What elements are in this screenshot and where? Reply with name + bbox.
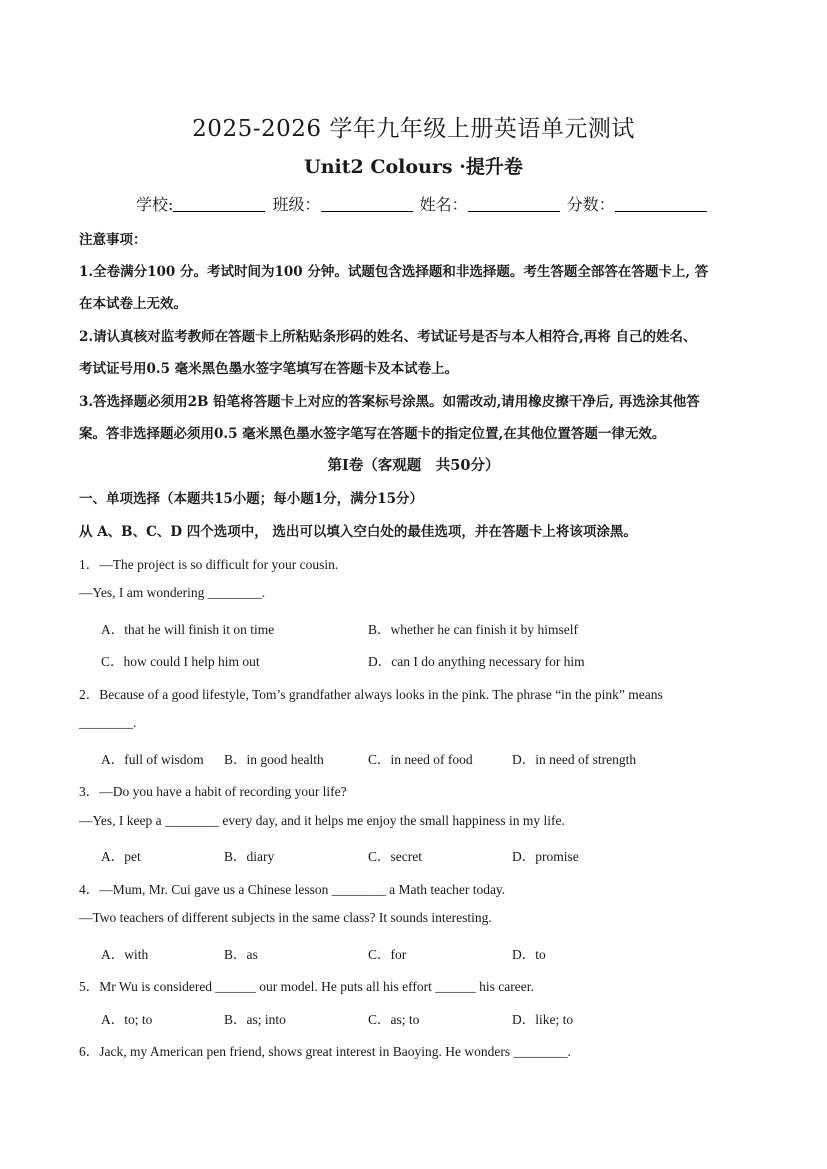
question-1-option-b[interactable]: B．whether he can finish it by himself	[368, 622, 578, 637]
question-5-option-c[interactable]: C．as; to	[368, 1012, 420, 1027]
question-2-option-b[interactable]: B．in good health	[224, 752, 324, 767]
question-4-option-b[interactable]: B．as	[224, 947, 258, 962]
school-blank[interactable]	[173, 197, 265, 212]
notice-item-1-line-1: 1.全卷满分100 分。考试时间为100 分钟。试题包含选择题和非选择题。考生答题全部答在答题卡上, 答	[79, 264, 709, 280]
section-title: 第Ⅰ卷（客观题 共50分）	[327, 457, 500, 474]
exam-subtitle: Unit2 Colours ·提升卷	[304, 156, 523, 178]
student-info-line	[136, 192, 709, 215]
question-3-stem: 3．—Do you have a habit of recording your life?	[79, 784, 347, 799]
question-5-option-a[interactable]: A．to; to	[101, 1012, 153, 1027]
question-3-reply: —Yes, I keep a ________ every day, and it helps me enjoy the small happiness in my life.	[79, 813, 565, 828]
notice-item-3-line-2: 案。答非选择题必须用0.5 毫米黑色墨水签字笔写在答题卡的指定位置,在其他位置答题一律无效。	[79, 426, 666, 442]
question-6-stem: 6．Jack, my American pen friend, shows great interest in Baoying. He wonders ________.	[79, 1044, 571, 1059]
question-1-option-c[interactable]: C．how could I help him out	[101, 654, 260, 669]
question-2-option-a[interactable]: A．full of wisdom	[101, 752, 204, 767]
question-3-option-c[interactable]: C．secret	[368, 849, 422, 864]
score-blank[interactable]	[615, 197, 707, 212]
notice-item-1-line-2: 在本试卷上无效。	[79, 296, 187, 312]
question-2-option-d[interactable]: D．in need of strength	[512, 752, 637, 767]
question-1-reply: —Yes, I am wondering ________.	[79, 585, 266, 600]
question-4-option-c[interactable]: C．for	[368, 947, 407, 962]
question-3-option-b[interactable]: B．diary	[224, 849, 275, 864]
question-4-option-a[interactable]: A．with	[101, 947, 149, 962]
name-label: 姓名：	[419, 195, 468, 214]
question-5-option-b[interactable]: B．as; into	[224, 1012, 286, 1027]
question-4-stem: 4．—Mum, Mr. Cui gave us a Chinese lesson ________ a Math teacher today.	[79, 882, 506, 897]
notice-item-2-line-2: 考试证号用0.5 毫米黑色墨水签字笔填写在答题卡及本试卷上。	[79, 361, 459, 377]
question-1-option-d[interactable]: D．can I do anything necessary for him	[368, 654, 585, 669]
question-2-option-c[interactable]: C．in need of food	[368, 752, 473, 767]
school-label: 学校:	[136, 195, 174, 214]
notice-item-3-line-1: 3.答选择题必须用2B 铅笔将答题卡上对应的答案标号涂黑。如需改动,请用橡皮擦干净后, 再选涂其他答	[79, 394, 700, 410]
question-1-stem: 1．—The project is so difficult for your cousin.	[79, 557, 339, 572]
class-blank[interactable]	[321, 197, 413, 212]
notice-heading: 注意事项：	[79, 232, 147, 248]
question-2-blank: ________.	[79, 715, 137, 730]
question-3-option-a[interactable]: A．pet	[101, 849, 141, 864]
question-3-option-d[interactable]: D．promise	[512, 849, 579, 864]
notice-item-2-line-1: 2.请认真核对监考教师在答题卡上所粘贴条形码的姓名、考试证号是否与本人相符合,再将 自己的姓名、	[79, 329, 697, 345]
question-4-option-d[interactable]: D．to	[512, 947, 546, 962]
part-1-heading: 一、单项选择（本题共15小题；每小题1分，满分15分）	[79, 491, 423, 507]
name-blank[interactable]	[468, 197, 560, 212]
exam-title: 2025-2026 学年九年级上册英语单元测试	[192, 116, 635, 142]
question-5-option-d[interactable]: D．like; to	[512, 1012, 574, 1027]
question-2-stem: 2．Because of a good lifestyle, Tom’s grandfather always looks in the pink. The phrase “in the pink” means	[79, 687, 663, 702]
question-4-reply: —Two teachers of different subjects in the same class? It sounds interesting.	[79, 910, 492, 925]
score-label: 分数：	[566, 195, 615, 214]
part-1-instruction: 从 A、B、C、D 四个选项中， 选出可以填入空白处的最佳选项，并在答题卡上将该项涂黑。	[79, 524, 637, 540]
question-1-option-a[interactable]: A．that he will finish it on time	[101, 622, 275, 637]
class-label: 班级：	[272, 195, 321, 214]
question-5-stem: 5．Mr Wu is considered ______ our model. He puts all his effort ______ his career.	[79, 979, 534, 994]
